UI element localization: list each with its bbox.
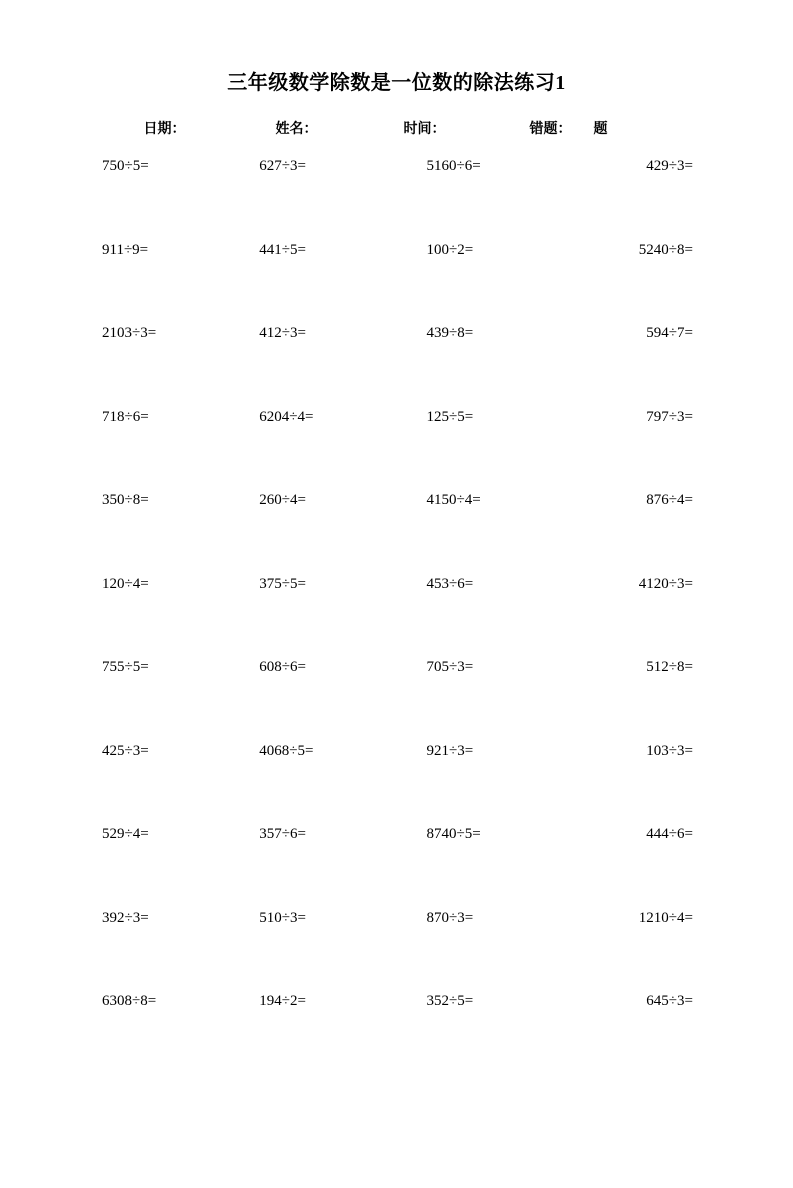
problem-item: 429÷3= (646, 158, 693, 174)
problem-item: 260÷4= (259, 492, 306, 508)
problem-row (96, 156, 697, 240)
problem-item: 870÷3= (426, 909, 474, 926)
problem-item: 453÷6= (426, 575, 474, 592)
problem-item: 645÷3= (646, 993, 693, 1009)
problem-row (96, 490, 697, 574)
problem-item: 439÷8= (426, 325, 474, 341)
problem-item: 705÷3= (426, 659, 474, 675)
problem-item: 352÷5= (426, 993, 474, 1009)
problem-item: 444÷6= (646, 826, 693, 842)
date-label: 日期： (143, 122, 186, 137)
problem-item: 350÷8= (102, 492, 149, 508)
problem-item: 529÷4= (102, 826, 149, 842)
page-title: 三年级数学除数是一位数的除法练习1 (227, 72, 566, 94)
problem-item: 441÷5= (259, 241, 306, 258)
problem-row (96, 824, 697, 908)
problem-item: 8740÷5= (426, 826, 481, 842)
name-label: 姓名： (275, 122, 318, 137)
problem-row (96, 657, 697, 741)
problem-item: 4150÷4= (426, 492, 481, 508)
problem-item: 797÷3= (646, 408, 693, 425)
problem-item: 5160÷6= (426, 158, 481, 174)
wrong-count-label (530, 118, 650, 138)
worksheet-page (0, 66, 793, 1188)
problem-item: 755÷5= (102, 659, 149, 675)
problem-item: 718÷6= (102, 408, 149, 425)
problem-item: 103÷3= (646, 742, 693, 759)
problem-row (96, 908, 697, 992)
problem-item: 1210÷4= (638, 909, 693, 926)
problem-item: 412÷3= (259, 325, 306, 341)
problem-row (96, 741, 697, 825)
problem-item: 921÷3= (426, 742, 474, 759)
problem-item: 608÷6= (259, 659, 306, 675)
problem-item: 4068÷5= (259, 742, 314, 759)
problem-item: 876÷4= (646, 492, 693, 508)
problem-row (96, 407, 697, 491)
problem-grid (96, 156, 697, 1075)
problem-row (96, 574, 697, 658)
problem-item: 627÷3= (259, 158, 306, 174)
problem-item: 125÷5= (426, 408, 474, 425)
problem-item: 512÷8= (646, 659, 693, 675)
problem-item: 120÷4= (102, 575, 149, 592)
problem-row (96, 240, 697, 324)
problem-item: 6308÷8= (102, 993, 157, 1009)
wrong-count-unit: 题 (593, 122, 608, 137)
time-label: 时间： (403, 122, 446, 137)
problem-item: 375÷5= (259, 575, 306, 592)
wrong-count-text: 错题： (529, 122, 572, 137)
problem-item: 392÷3= (102, 909, 149, 926)
problem-item: 2103÷3= (102, 325, 157, 341)
problem-item: 911÷9= (102, 241, 149, 258)
problem-item: 510÷3= (259, 909, 306, 926)
problem-item: 4120÷3= (638, 575, 693, 592)
problem-row (96, 991, 697, 1075)
problem-item: 425÷3= (102, 742, 149, 759)
problem-item: 194÷2= (259, 993, 306, 1009)
problem-row (96, 323, 697, 407)
problem-item: 594÷7= (646, 325, 693, 341)
problem-item: 750÷5= (102, 158, 149, 174)
problem-item: 5240÷8= (638, 241, 693, 258)
problem-item: 100÷2= (426, 241, 474, 258)
problem-item: 6204÷4= (259, 408, 314, 425)
worksheet-meta-row (96, 118, 697, 138)
problem-item: 357÷6= (259, 826, 306, 842)
